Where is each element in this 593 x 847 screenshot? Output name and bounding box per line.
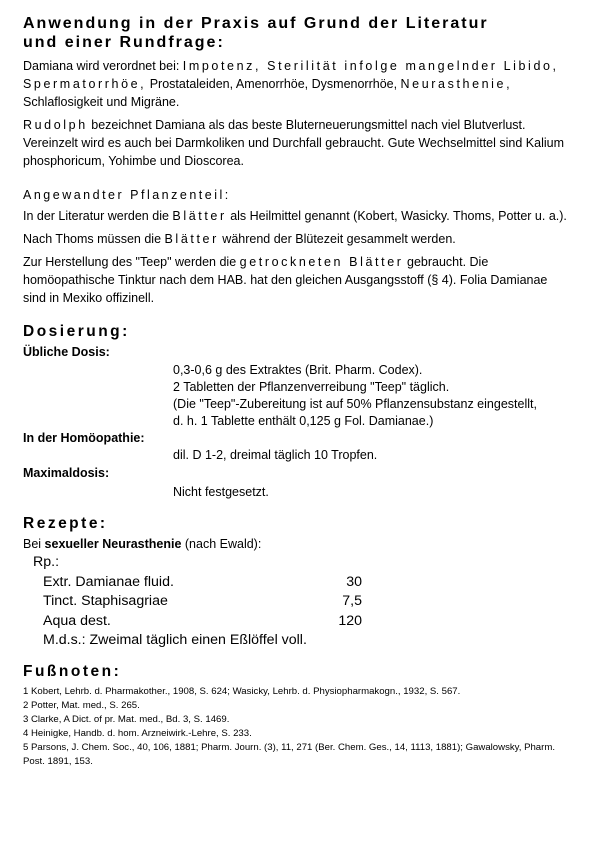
indications-suffix: Schlaflosigkeit und Migräne.	[23, 95, 180, 109]
recipe-row	[23, 592, 573, 612]
dosage-section	[23, 344, 573, 501]
recipe-amount: 30	[346, 573, 362, 590]
homeopathy-label: In der Homöopathie:	[23, 431, 145, 445]
rudolph-paragraph	[23, 116, 573, 170]
recipe-amount: 7,5	[342, 593, 362, 609]
recipes-heading: Rezepte:	[23, 515, 108, 532]
usual-dose-line-2: 2 Tabletten der Pflanzenverreibung "Teep" täglich.	[173, 380, 450, 394]
plant-part-p1-a: In der Literatur werden die	[23, 209, 173, 223]
rudolph-text: bezeichnet Damiana als das beste Bluterneuerungsmittel nach viel Blutverlust. Vereinzelt wird es auch bei Darmkoliken und Durchfall gebraucht. Gute Wechselmittel sind Kalium phosphoricum, Yohimbe und Dioscorea.	[23, 118, 564, 168]
plant-part-heading: Angewandter Pflanzenteil:	[23, 188, 231, 202]
indications-prefix: Damiana wird verordnet bei:	[23, 59, 183, 73]
plant-part-p3-a: Zur Herstellung des "Teep" werden die	[23, 255, 240, 269]
footnote-item: 1 Kobert, Lehrb. d. Pharmakother., 1908, S. 624; Wasicky, Lehrb. d. Physiopharmakogn., 1932, S. 567.	[23, 685, 461, 697]
recipes-intro-b: (nach Ewald):	[181, 537, 262, 551]
plant-part-p3-b: gebraucht. Die homöopathische Tinktur nach dem HAB. hat den gleichen Ausgangsstoff (§ 4). Folia Damianae sind in Mexiko offizinell.	[23, 255, 548, 305]
recipe-ingredient: Extr. Damianae fluid.	[43, 573, 174, 590]
indications-mid: Prostataleiden, Amenorrhöe, Dysmenorrhöe,	[146, 77, 401, 91]
indications-paragraph	[23, 57, 573, 111]
plant-part-p2-b: während der Blütezeit gesammelt werden.	[218, 232, 456, 246]
plant-part-paragraph-1	[23, 207, 573, 225]
recipe-rp: Rp.:	[33, 554, 60, 570]
homeopathy-text: dil. D 1-2, dreimal täglich 10 Tropfen.	[173, 448, 378, 462]
recipe-row	[23, 612, 573, 632]
main-heading	[23, 14, 573, 52]
footnote-item: 2 Potter, Mat. med., S. 265.	[23, 699, 140, 711]
recipe-row	[23, 573, 573, 593]
max-dose-label: Maximaldosis:	[23, 466, 110, 480]
usual-dose-line-3: (Die "Teep"-Zubereitung ist auf 50% Pflanzensubstanz eingestellt,	[173, 397, 537, 411]
footnotes-list	[23, 685, 573, 769]
usual-dose-line-1: 0,3-0,6 g des Extraktes (Brit. Pharm. Codex).	[173, 363, 423, 377]
recipe-instructions: M.d.s.: Zweimal täglich einen Eßlöffel voll.	[43, 632, 307, 648]
plant-part-p1-b: als Heilmittel genannt (Kobert, Wasicky. Thoms, Potter u. a.).	[226, 209, 567, 223]
footnote-item: 4 Heinigke, Handb. d. hom. Arzneiwirk.-Lehre, S. 233.	[23, 727, 252, 739]
usual-dose-label: Übliche Dosis:	[23, 345, 110, 359]
plant-part-paragraph-3	[23, 253, 573, 307]
indications-spaced-1: Impotenz, Sterilität infolge mangelnder Libido, Spermatorrhöe,	[23, 59, 559, 91]
usual-dose-text	[173, 362, 573, 430]
plant-part-p2-a: Nach Thoms müssen die	[23, 232, 165, 246]
plant-part-paragraph-2	[23, 230, 573, 248]
recipe-amount: 120	[338, 612, 362, 629]
document-page	[23, 14, 573, 769]
footnotes-heading: Fußnoten:	[23, 662, 122, 680]
indications-spaced-2: Neurasthenie,	[400, 77, 513, 91]
recipes-intro-a: Bei	[23, 537, 45, 551]
footnote-item: 5 Parsons, J. Chem. Soc., 40, 106, 1881; Pharm. Journ. (3), 11, 271 (Ber. Chem. Ges., 14, 1113, 1881); Gawalowsky, Pharm. Post. 1891, 153.	[23, 741, 555, 767]
plant-part-p3-spaced: getrockneten Blätter	[239, 255, 404, 269]
usual-dose-line-4: d. h. 1 Tablette enthält 0,125 g Fol. Damianae.)	[173, 414, 434, 428]
footnote-item: 3 Clarke, A Dict. of pr. Mat. med., Bd. 3, S. 1469.	[23, 713, 230, 725]
max-dose-text: Nicht festgesetzt.	[173, 485, 269, 499]
plant-part-p2-spaced: Blätter	[164, 232, 219, 246]
main-heading-line2: und einer Rundfrage:	[23, 34, 225, 51]
recipe-ingredient: Tinct. Staphisagriae	[43, 593, 168, 609]
dosage-heading: Dosierung:	[23, 323, 130, 340]
recipe-ingredient: Aqua dest.	[43, 612, 111, 629]
plant-part-p1-spaced: Blätter	[172, 209, 227, 223]
recipes-intro-bold: sexueller Neurasthenie	[44, 537, 182, 551]
main-heading-line1: Anwendung in der Praxis auf Grund der Literatur	[23, 15, 489, 32]
recipe-block	[23, 553, 573, 651]
rudolph-name: Rudolph	[23, 118, 88, 132]
recipes-intro	[23, 535, 573, 553]
